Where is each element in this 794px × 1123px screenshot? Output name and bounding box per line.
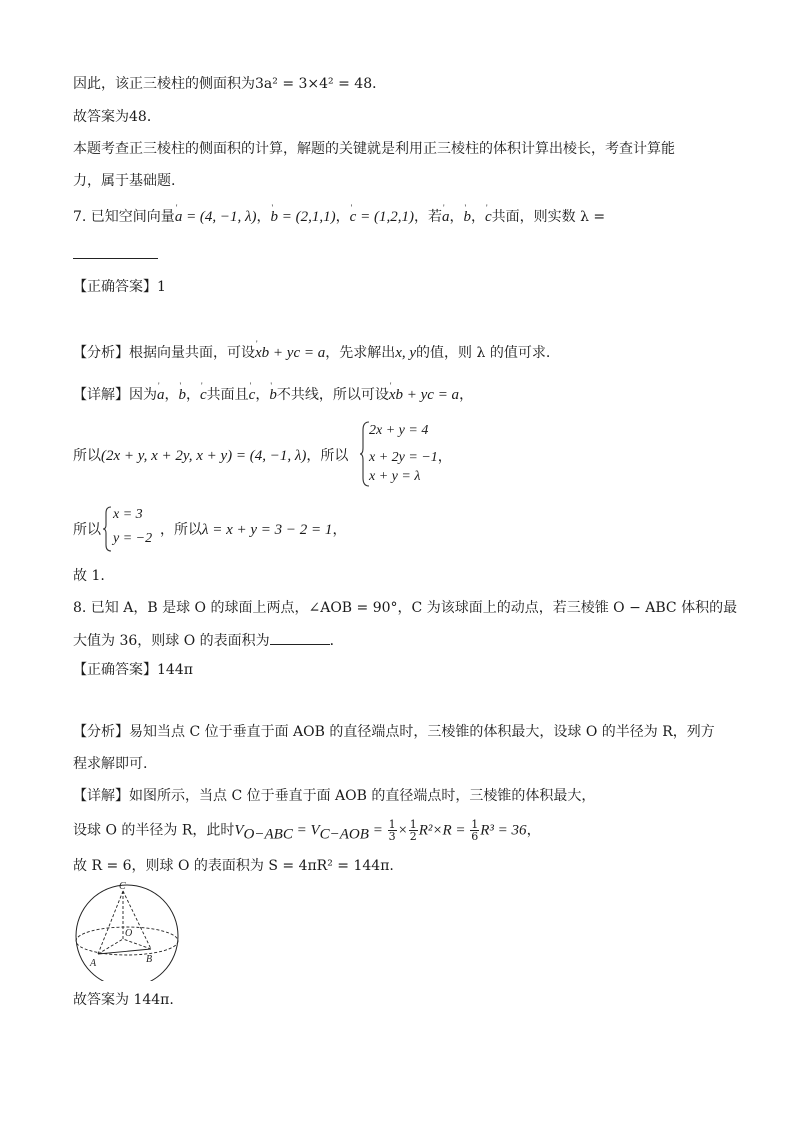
vector-b-def: ' b = (2,1,1) [271, 207, 336, 227]
text-line-2: 故答案为48． [73, 109, 161, 125]
correct-answer-8: 【正确答案】144π [73, 662, 193, 678]
system-2-prefix: 所以 [73, 522, 101, 538]
system-1-row-3: x + y = λ [369, 469, 421, 484]
text-line-4: 力，属于基础题. [73, 173, 176, 189]
analysis-8-line-1: 【分析】易知当点 C 位于垂直于面 AOB 的直径端点时，三棱锥的体积最大，设球 O 的半径为 R，列方 [73, 724, 715, 740]
sphere-diagram [73, 881, 183, 985]
question-7: 7. 已知空间向量' a = (4, −1, λ)，' b = (2,1,1)，' c = (1,2,1)，若' a，' b，' c共面，则实数 λ = [73, 207, 605, 227]
text-line-3: 本题考查正三棱柱的侧面积的计算，解题的关键就是利用正三棱柱的体积计算出棱长，考查计算能 [73, 141, 675, 157]
answer-blank-7 [73, 244, 158, 265]
analysis-8-line-2: 程求解即可. [73, 756, 148, 772]
text-line-1: 因此，该正三棱柱的侧面积为3a² = 3×4² = 48． [73, 76, 387, 92]
system-2-result: ，所以λ = x + y = 3 − 2 = 1， [160, 522, 347, 538]
detail-7: 【详解】因为' a，' b，' c共面且' c，' b不共线，所以可设' xb + yc = a， [73, 385, 473, 405]
label-C: C [119, 881, 126, 892]
system-2-brace [102, 505, 112, 557]
detail-8-line-2: 设球 O 的半径为 R，此时$V_{O-ABC} = V_{C-AOB}$ = $\frac{1}{3}$ × $\frac{1}{2}$ R²×R = $\frac{1}{6}$ R³ = 36， [73, 818, 541, 843]
analysis-7: 【分析】根据向量共面，可设' xb + yc = a，先求解出x, y的值，则 λ 的值可求. [73, 343, 550, 363]
fraction-one-third: $\frac{1}{3}$ [388, 818, 396, 843]
system-1-lhs: 所以(2x + y, x + 2y, x + y) = (4, −1, λ)，所以 [73, 448, 349, 464]
label-A: A [90, 958, 97, 969]
detail-8-line-3: 故 R = 6，则球 O 的表面积为 S = 4πR² = 144π. [73, 858, 394, 874]
fraction-one-sixth: $\frac{1}{6}$ [471, 818, 479, 843]
vector-c-def: ' c = (1,2,1) [350, 207, 414, 227]
vector-a-def: ' a = (4, −1, λ) [175, 207, 257, 227]
system-1-row-1: 2x + y = 4 [369, 423, 429, 438]
conclusion-7: 故 1. [73, 568, 105, 584]
detail-8-line-1: 【详解】如图所示，当点 C 位于垂直于面 AOB 的直径端点时，三棱锥的体积最大， [73, 788, 596, 804]
correct-answer-7: 【正确答案】1 [73, 279, 166, 295]
final-answer-8: 故答案为 144π. [73, 992, 174, 1008]
system-2-row-1: x = 3 [113, 507, 143, 522]
system-1-row-2: x + 2y = −1， [369, 450, 452, 465]
question-8-line-2: 大值为 36，则球 O 的表面积为 ． [73, 630, 344, 651]
system-2-row-2: y = −2 [113, 531, 153, 546]
fraction-one-half: $\frac{1}{2}$ [409, 818, 417, 843]
label-O: O [125, 928, 133, 939]
label-B: B [146, 954, 153, 965]
question-8-line-1: 8. 已知 A，B 是球 O 的球面上两点，∠AOB = 90°，C 为该球面上的动点，若三棱锥 O − ABC 体积的最 [73, 600, 738, 616]
